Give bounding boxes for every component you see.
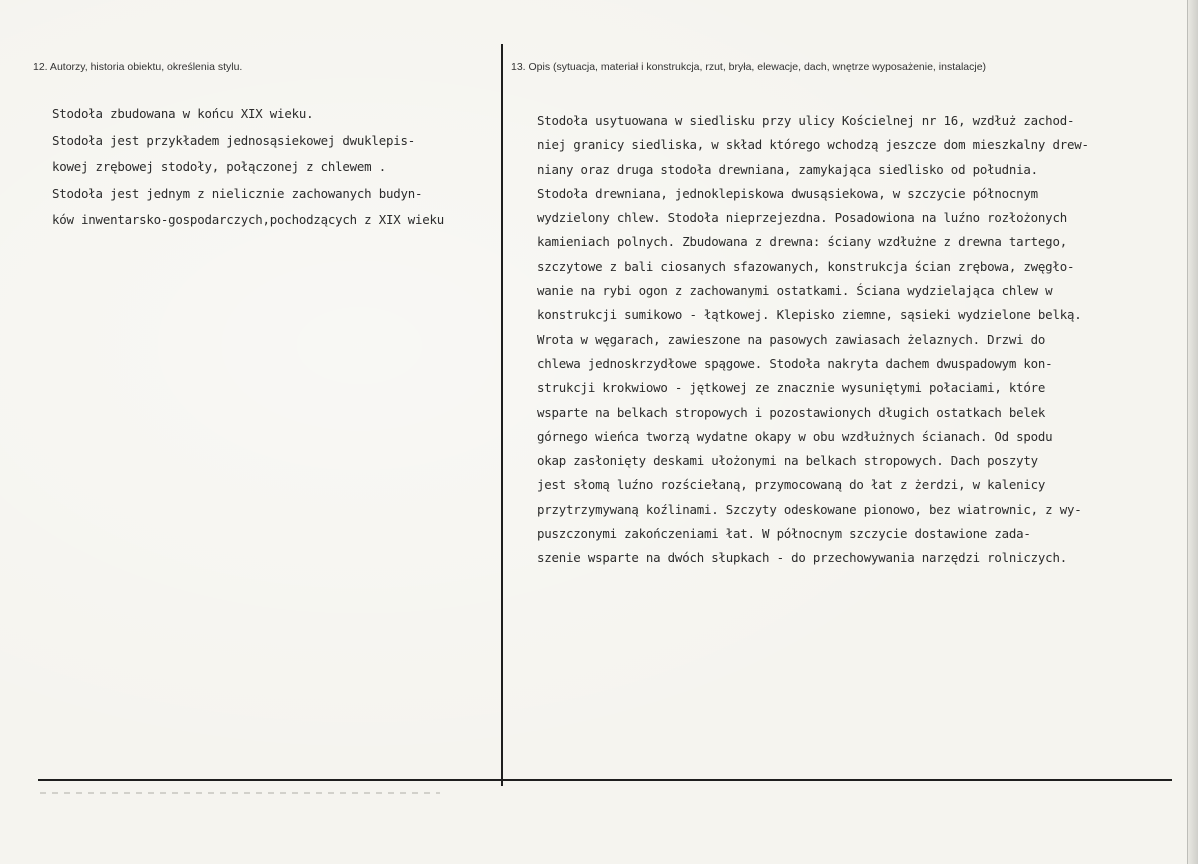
faint-bleedthrough [40,792,440,794]
field-13-line: chlewa jednoskrzydłowe spągowe. Stodoła nakryta dachem dwuspadowym kon- [537,355,1053,371]
field-12-line: Stodoła zbudowana w końcu XIX wieku. [52,106,314,121]
field-12-heading: 12. Autorzy, historia obiektu, określenia stylu. [33,61,243,73]
field-13-line: strukcji krokwiowo - jętkowej ze znacznie wysuniętymi połaciami, które [537,380,1046,396]
field-13-line: Stodoła drewniana, jednoklepiskowa dwusąsiekowa, w szczycie północnym [537,185,1038,201]
field-13-line: niej granicy siedliska, w skład którego wchodzą jeszcze dom mieszkalny drew- [537,137,1089,153]
field-12-line: ków inwentarsko-gospodarczych,pochodzących z XIX wieku [52,212,445,228]
field-13-line: szczytowe z bali ciosanych sfazowanych, konstrukcja ścian zrębowa, zwęgło- [537,258,1075,274]
field-13-line: wsparte na belkach stropowych i pozostawionych długich ostatkach belek [537,404,1046,420]
field-13-text [537,109,1162,571]
bottom-rule [38,779,1172,781]
column-divider [501,44,503,786]
field-12-text [52,101,497,234]
field-13-line: Wrota w węgarach, zawieszone na pasowych zawiasach żelaznych. Drzwi do [537,331,1046,347]
field-13-heading: 13. Opis (sytuacja, materiał i konstrukcja, rzut, bryła, elewacje, dach, wnętrze wyposażenie, instalacje) [511,61,987,73]
field-13-line: kamieniach polnych. Zbudowana z drewna: ściany wzdłużne z drewna tartego, [537,234,1067,250]
field-13-line: niany oraz druga stodoła drewniana, zamykająca siedlisko od południa. [537,161,1038,177]
field-13-line: szenie wsparte na dwóch słupkach - do przechowywania narzędzi rolniczych. [537,550,1067,566]
field-13-line: puszczonymi zakończeniami łat. W północnym szczycie dostawione zada- [537,526,1031,542]
field-13-line: górnego wieńca tworzą wydatne okapy w obu wzdłużnych ścianach. Od spodu [537,428,1053,444]
field-12-line: kowej zrębowej stodoły, połączonej z chlewem . [52,159,386,175]
field-13-line: konstrukcji sumikowo - łątkowej. Klepisko ziemne, sąsieki wydzielone belką. [537,307,1082,323]
field-13-line: przytrzymywaną koźlinami. Szczyty odeskowane pionowo, bez wiatrownic, z wy- [537,501,1082,517]
field-12-line: Stodoła jest jednym z nielicznie zachowanych budyn- [52,185,423,201]
field-13-line: okap zasłonięty deskami ułożonymi na belkach stropowych. Dach poszyty [537,453,1038,469]
field-13-line: wanie na rybi ogon z zachowanymi ostatkami. Ściana wydzielająca chlew w [537,283,1053,299]
field-12-line: Stodoła jest przykładem jednosąsiekowej dwuklepis- [52,132,415,148]
page-edge [1187,0,1198,864]
field-13-line: jest słomą luźno rozściełaną, przymocowaną do łat z żerdzi, w kalenicy [537,477,1046,493]
field-13-line: Stodoła usytuowana w siedlisku przy ulicy Kościelnej nr 16, wzdłuż zachod- [537,113,1075,128]
field-13-line: wydzielony chlew. Stodoła nieprzejezdna. Posadowiona na luźno rozłożonych [537,210,1067,226]
